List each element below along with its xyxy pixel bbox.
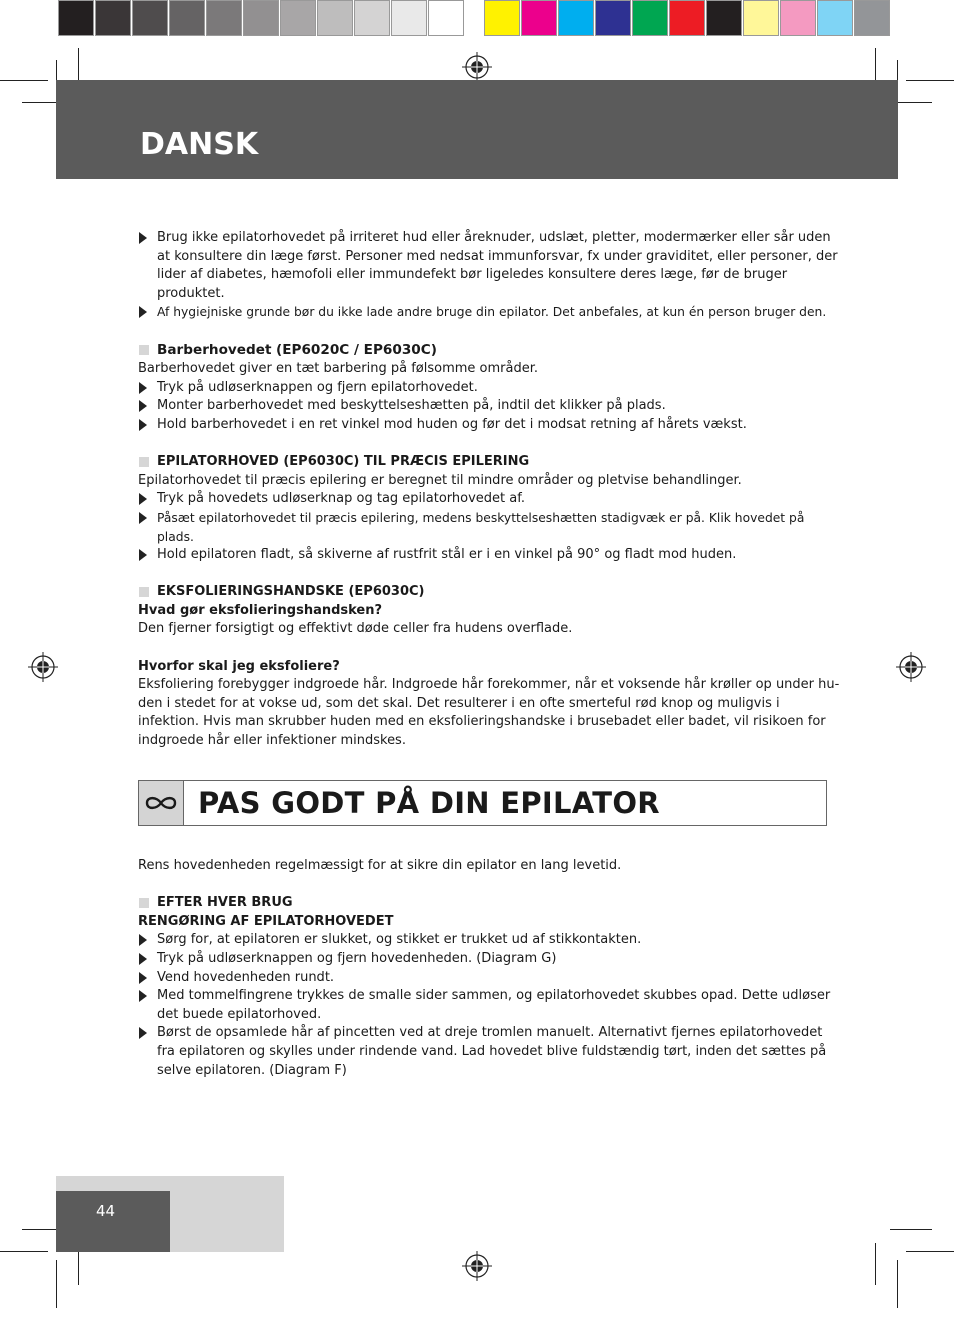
color-swatch (780, 0, 816, 36)
color-calibration-bar (484, 0, 891, 38)
list-item: Vend hovedenheden rundt. (138, 969, 844, 988)
crop-mark (906, 1251, 954, 1252)
crop-mark (897, 1260, 898, 1308)
color-swatch (669, 0, 705, 36)
heading-text: EKSFOLIERINGSHANDSKE (157, 584, 344, 600)
color-swatch (558, 0, 594, 36)
list-item: Af hygiejniske grunde bør du ikke lade andre bruge din epilator. Det anbefales, at kun én person bruger den. (138, 303, 844, 322)
section-heading-glove (138, 583, 844, 602)
paragraph: Eksfoliering forebygger indgroede hår. Indgroede hår forekommer, når et voksende hår krøller op under hu-den i stedet for at vokse ud, som det skal. Det resulterer i en ofte smerteful rød knop og muligvis i infektion. Hvis man skrubber huden med en eksfolieringshandske i brusebadet eller badet, vil risikoen for indgroede hår eller infektioner mindskes. (138, 677, 840, 749)
gray-swatch (206, 0, 242, 36)
grayscale-calibration-bar (58, 0, 465, 38)
gray-swatch (58, 0, 94, 36)
page-title: DANSK (140, 127, 259, 162)
heading-models: (EP6020C / EP6030C) (275, 341, 437, 358)
paragraph: Rens hovedenheden regelmæssigt for at sikre din epilator en lang levetid. (138, 858, 622, 873)
color-swatch (484, 0, 520, 36)
crop-mark (0, 80, 48, 81)
color-swatch (817, 0, 853, 36)
main-content (138, 229, 844, 751)
heading-models-suffix: C) (343, 454, 360, 470)
gray-swatch (169, 0, 205, 36)
registration-mark-icon (28, 652, 58, 682)
list-item: Påsæt epilatorhovedet til præcis epilering, medens beskyttelseshætten stadigvæk er på. Klik hovedet på plads. (138, 509, 844, 546)
crop-mark (0, 1251, 48, 1252)
paragraph: Barberhovedet giver en tæt barbering på følsomme områder. (138, 361, 538, 377)
list-item: Tryk på udløserknappen og fjern hovedenheden. (Diagram G) (138, 950, 844, 969)
list-item: Med tommelfingrene trykkes de smalle sider sammen, og epilatorhovedet skubbes opad. Dette udløser det buede epilatorhoved. (138, 987, 844, 1024)
crop-mark (906, 80, 954, 81)
subheading: RENGØRING AF EPILATORHOVEDET (138, 913, 394, 929)
gray-swatch (95, 0, 131, 36)
list-item: Børst de opsamlede hår af pincetten ved at dreje tromlen manuelt. Alternativt fjernes epilatorhovedet fra epilatoren og skylles under rindende vand. Lad hovedet blive fuldstændig tørt, inden det sættes på selve epilatoren. (Diagram F) (138, 1024, 844, 1080)
registration-mark-icon (896, 652, 926, 682)
registration-mark-icon (462, 52, 492, 82)
heading-models: (EP6030 (283, 454, 344, 470)
care-content (138, 857, 844, 1080)
heading-text: EPILATORHOVED (157, 454, 279, 470)
language-header (56, 80, 898, 179)
list-item: Hold barberhovedet i en ret vinkel mod huden og før det i modsat retning af hårets vækst. (138, 416, 844, 435)
color-swatch (595, 0, 631, 36)
list-item: Tryk på hovedets udløserknap og tag epilatorhovedet af. (138, 490, 844, 509)
color-swatch (521, 0, 557, 36)
section-heading-after-use: EFTER HVER BRUG (138, 894, 844, 913)
gray-swatch (428, 0, 464, 36)
gray-swatch (354, 0, 390, 36)
page-number: 44 (96, 1202, 116, 1220)
crop-mark (897, 60, 898, 80)
registration-mark-icon (462, 1251, 492, 1281)
paragraph: Den fjerner forsigtigt og effektivt døde celler fra hudens overflade. (138, 621, 573, 637)
paragraph: Epilatorhovedet til præcis epilering er beregnet til mindre områder og pletvise behandlinger. (138, 472, 742, 488)
color-swatch (706, 0, 742, 36)
color-swatch (632, 0, 668, 36)
list-item: Tryk på udløserknappen og fjern epilatorhovedet. (138, 379, 844, 398)
question: Hvorfor skal jeg eksfoliere? (138, 658, 340, 674)
page-number-box (56, 1191, 170, 1252)
heading-text-rest: TIL PRÆCIS EPILERING (363, 454, 530, 470)
list-item: Hold epilatoren fladt, så skiverne af rustfrit stål er i en vinkel på 90° og fladt mod huden. (138, 546, 844, 565)
section-heading-shaver (138, 341, 844, 361)
gray-swatch (391, 0, 427, 36)
crop-mark (56, 1260, 57, 1308)
section-heading-precision (138, 453, 844, 472)
list-item: Brug ikke epilatorhovedet på irriteret hud eller åreknuder, udslæt, pletter, modermærker eller sår uden at konsultere din læge først. Personer med nedsat immunforsvar, fx under graviditet, eller personer, der lider af diabetes, hæmofoli eller immundefekt bør ligeledes konsultere deres læge, før de bruger produktet. (138, 229, 844, 303)
crop-mark (875, 1243, 876, 1285)
section-title: PAS GODT PÅ DIN EPILATOR (198, 786, 660, 820)
color-swatch (854, 0, 890, 36)
question: Hvad gør eksfolieringshandsken? (138, 602, 383, 618)
gray-swatch (317, 0, 353, 36)
heading-text: Barberhovedet (157, 341, 272, 358)
gray-swatch (280, 0, 316, 36)
list-item: Sørg for, at epilatoren er slukket, og stikket er trukket ud af stikkontakten. (138, 931, 844, 950)
color-swatch (743, 0, 779, 36)
gray-swatch (243, 0, 279, 36)
crop-mark (890, 1229, 932, 1230)
crop-mark (56, 60, 57, 80)
heading-models: (EP6030C) (348, 584, 425, 600)
care-section-title (138, 780, 827, 826)
list-item: Monter barberhovedet med beskyttelseshætten på, indtil det klikker på plads. (138, 397, 844, 416)
gray-swatch (132, 0, 168, 36)
infinity-icon (139, 781, 184, 825)
